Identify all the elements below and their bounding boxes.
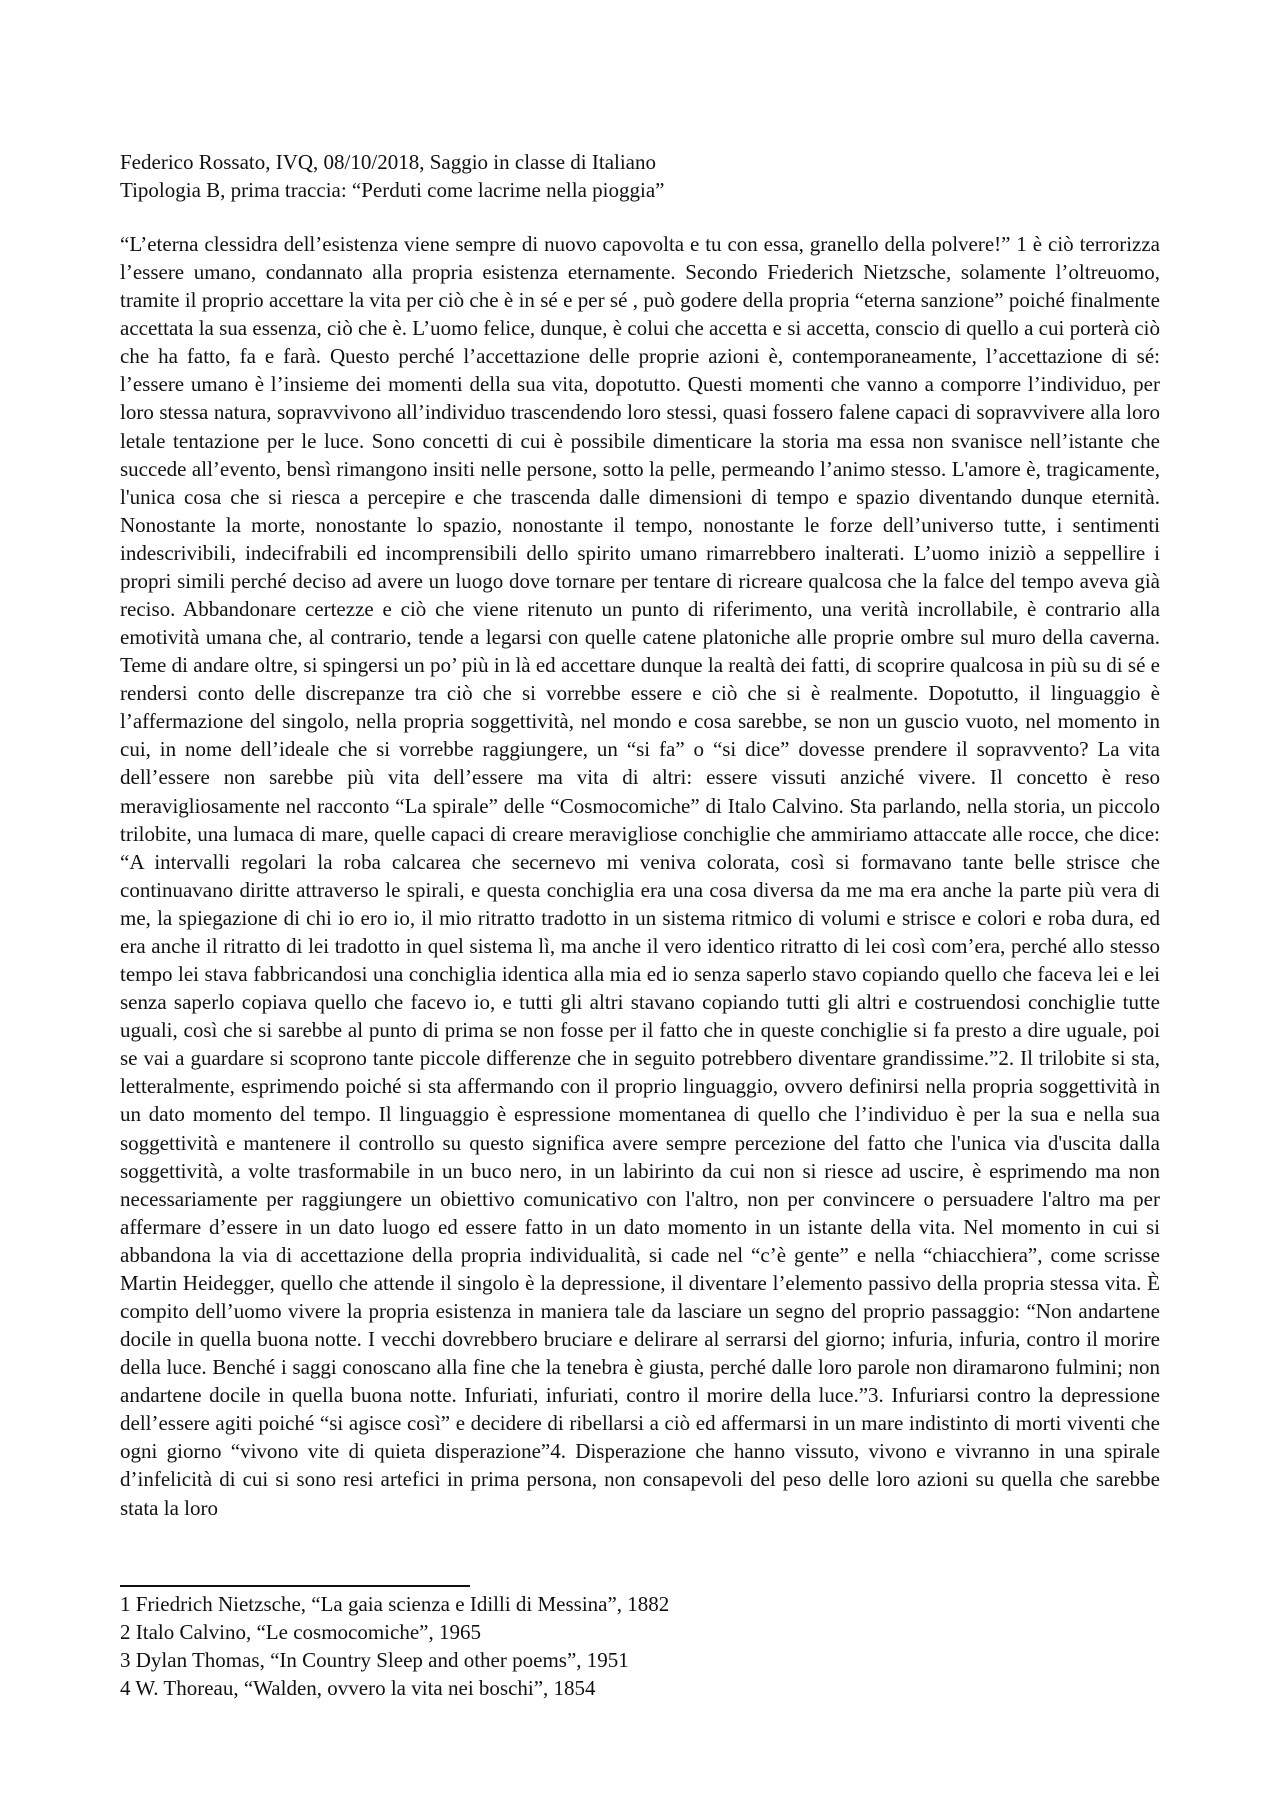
- footnote-4: 4 W. Thoreau, “Walden, ovvero la vita nei boschi”, 1854: [120, 1676, 596, 1700]
- essay-body: [120, 230, 1160, 1522]
- footnotes: [120, 1590, 1160, 1702]
- footnote-1: 1 Friedrich Nietzsche, “La gaia scienza e Idilli di Messina”, 1882: [120, 1592, 670, 1616]
- footnote-separator: [120, 1585, 470, 1587]
- footnote-3: 3 Dylan Thomas, “In Country Sleep and other poems”, 1951: [120, 1648, 629, 1672]
- document-header: [120, 148, 1160, 204]
- assignment-line: Tipologia B, prima traccia: “Perduti come lacrime nella pioggia”: [120, 178, 665, 202]
- essay-paragraph: “L’eterna clessidra dell’esistenza viene sempre di nuovo capovolta e tu con essa, granello della polvere!” 1 è ciò terrorizza l’essere umano, condannato alla propria esistenza eternamente. Secondo Friederich Nietzsche, solamente l’oltreuomo, tramite il proprio accettare la vita per ciò che è in sé e per sé , può godere della propria “eterna sanzione” poiché finalmente accettata la sua essenza, ciò che è. L’uomo felice, dunque, è colui che accetta e si accetta, conscio di quello a cui porterà ciò che ha fatto, fa e farà. Questo perché l’accettazione delle proprie azioni è, contemporaneamente, l’accettazione di sé: l’essere umano è l’insieme dei momenti della sua vita, dopotutto. Questi momenti che vanno a comporre l’individuo, per loro stessa natura, sopravvivono all’individuo trascendendo loro stessi, quasi fossero falene capaci di sopravvivere alla loro letale tentazione per le luce. Sono concetti di cui è possibile dimenticare la storia ma essa non svanisce nell’istante che succede all’evento, bensì rimangono insiti nelle persone, sotto la pelle, permeando l’animo stesso. L'amore è, tragicamente, l'unica cosa che si riesca a percepire e che trascenda dalle dimensioni di tempo e spazio diventando dunque eternità. Nonostante la morte, nonostante lo spazio, nonostante il tempo, nonostante le forze dell’universo tutte, i sentimenti indescrivibili, indecifrabili ed incomprensibili dello spirito umano rimarrebbero inalterati. L’uomo iniziò a seppellire i propri simili perché deciso ad avere un luogo dove tornare per tentare di ricreare qualcosa che la falce del tempo aveva già reciso. Abbandonare certezze e ciò che viene ritenuto un punto di riferimento, una verità incrollabile, è contrario alla emotività umana che, al contrario, tende a legarsi con quelle catene platoniche alle proprie ombre sul muro della caverna. Teme di andare oltre, si spingersi un po’ più in là ed accettare dunque la realtà dei fatti, di scoprire qualcosa in più su di sé e rendersi conto delle discrepanze tra ciò che si vorrebbe essere e ciò che si è realmente. Dopotutto, il linguaggio è l’affermazione del singolo, nella propria soggettività, nel mondo e cosa sarebbe, se non un guscio vuoto, nel momento in cui, in nome dell’ideale che si vorrebbe raggiungere, un “si fa” o “si dice” dovesse prendere il sopravvento? La vita dell’essere non sarebbe più vita dell’essere ma vita di altri: essere vissuti anziché vivere. Il concetto è reso meravigliosamente nel racconto “La spirale” delle “Cosmocomiche” di Italo Calvino. Sta parlando, nella storia, un piccolo trilobite, una lumaca di mare, quelle capaci di creare meravigliose conchiglie che ammiriamo attaccate alle rocce, che dice: “A intervalli regolari la roba calcarea che secernevo mi veniva colorata, così si formavano tante belle strisce che continuavano diritte attraverso le spirali, e questa conchiglia era una cosa diversa da me ma era anche la parte più vera di me, la spiegazione di chi io ero io, il mio ritratto tradotto in un sistema ritmico di volumi e strisce e colori e roba dura, ed era anche il ritratto di lei tradotto in quel sistema lì, ma anche il vero identico ritratto di lei così com’era, perché allo stesso tempo lei stava fabbricandosi una conchiglia identica alla mia ed io senza saperlo stavo copiando quello che faceva lei e lei senza saperlo copiava quello che facevo io, e tutti gli altri stavano copiando tutti gli altri e costruendosi conchiglie tutte uguali, così che si sarebbe al punto di prima se non fosse per il fatto che in queste conchiglie si fa presto a dire uguale, poi se vai a guardare si scoprono tante piccole differenze che in seguito potrebbero diventare grandissime.”2. Il trilobite si sta, letteralmente, esprimendo poiché si sta affermando con il proprio linguaggio, ovvero definirsi nella propria soggettività in un dato momento del tempo. Il linguaggio è espressione momentanea di quello che l’individuo è per la sua e nella sua soggettività e mantenere il controllo su questo significa avere sempre percezione del fatto che l'unica via d'uscita dalla soggettività, a volte trasformabile in un buco nero, in un labirinto da cui non si riesce ad uscire, è esprimendo ma non necessariamente per raggiungere un obiettivo comunicativo con l'altro, non per convincere o persuadere l'altro ma per affermare d’essere in un dato luogo ed essere fatto in un dato momento in un istante della vita. Nel momento in cui si abbandona la via di accettazione della propria individualità, si cade nel “c’è gente” e nella “chiacchiera”, come scrisse Martin Heidegger, quello che attende il singolo è la depressione, il diventare l’elemento passivo della propria stessa vita. È compito dell’uomo vivere la propria esistenza in maniera tale da lasciare un segno del proprio passaggio: “Non andartene docile in quella buona notte. I vecchi dovrebbero bruciare e delirare al serrarsi del giorno; infuria, infuria, contro il morire della luce. Benché i saggi conoscano alla fine che la tenebra è giusta, perché dalle loro parole non diramarono fulmini; non andartene docile in quella buona notte. Infuriati, infuriati, contro il morire della luce.”3. Infuriarsi contro la depressione dell’essere agiti poiché “si agisce così” e decidere di ribellarsi a ciò ed affermarsi in un mare indistinto di morti viventi che ogni giorno “vivono vite di quieta disperazione”4. Disperazione che hanno vissuto, vivono e vivranno in una spirale d’infelicità di cui si sono resi artefici in prima persona, non consapevoli del peso delle loro azioni su quella che sarebbe stata la loro: [120, 232, 1160, 1520]
- footnote-2: 2 Italo Calvino, “Le cosmocomiche”, 1965: [120, 1620, 481, 1644]
- author-line: Federico Rossato, IVQ, 08/10/2018, Saggio in classe di Italiano: [120, 150, 657, 174]
